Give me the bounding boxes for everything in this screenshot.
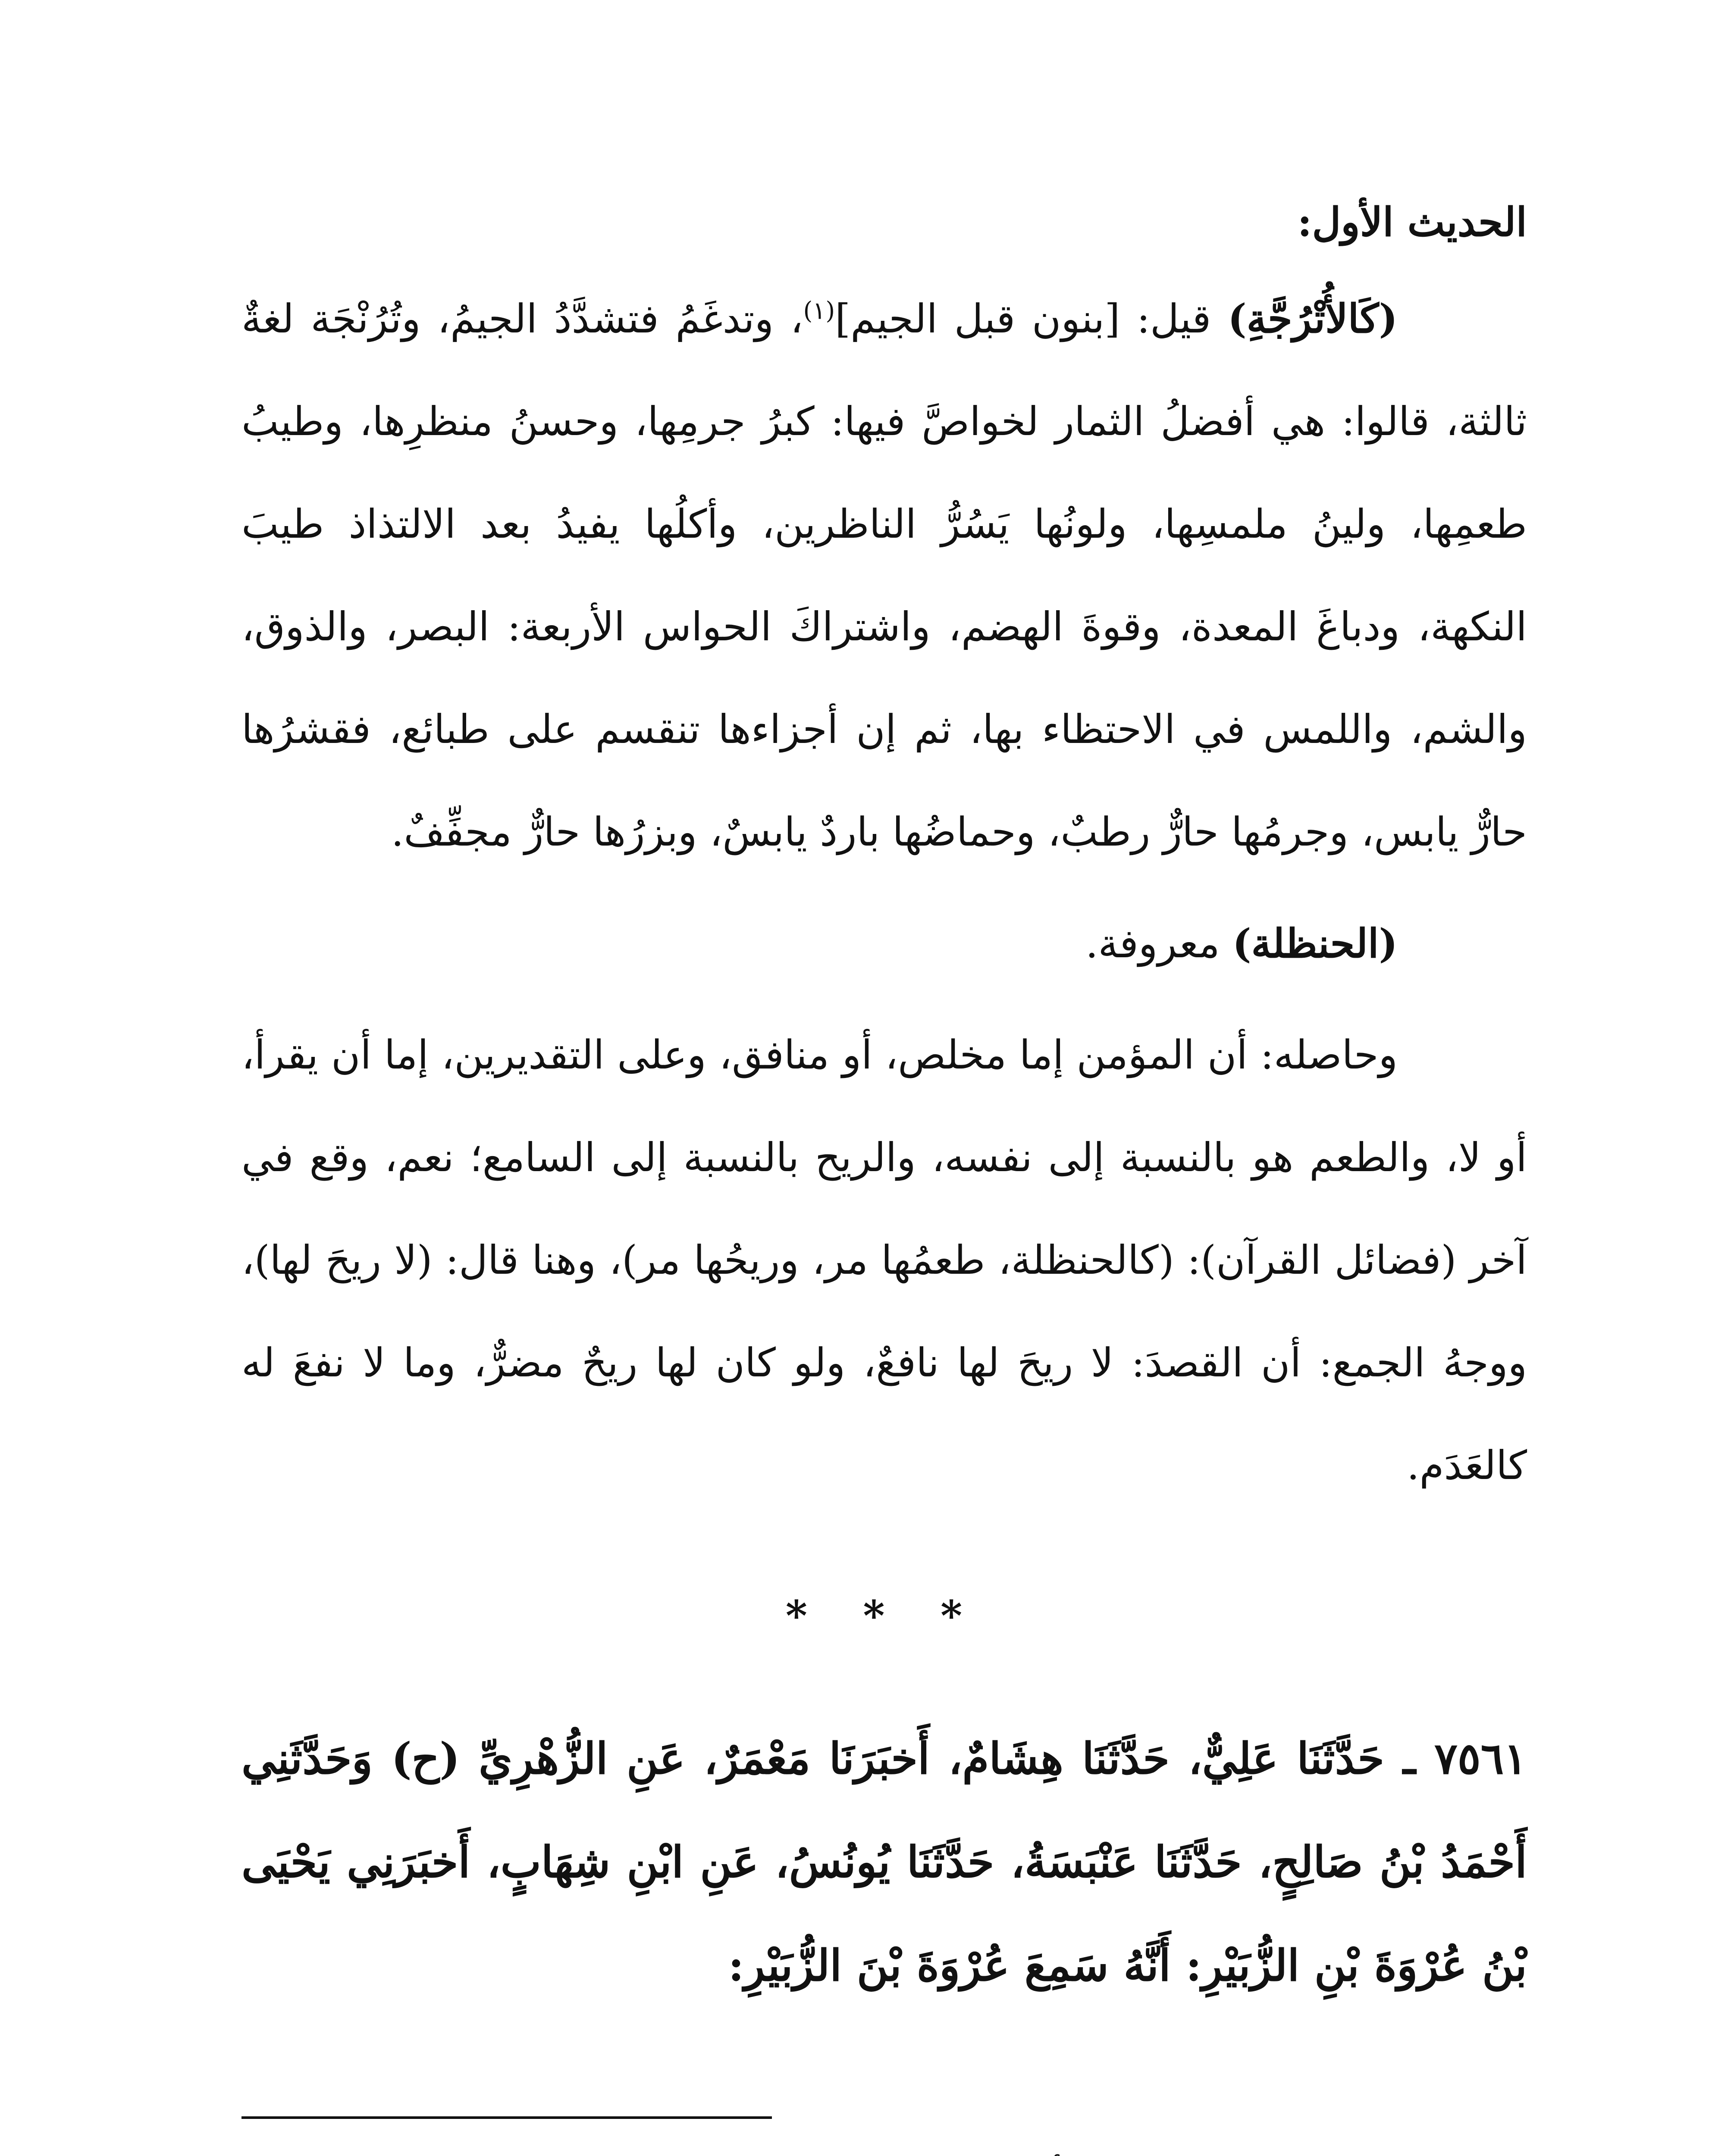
section-separator: * * * <box>785 1592 983 1640</box>
footnote-divider-wrap <box>241 2017 1527 2145</box>
paragraph-utrujja <box>241 267 1527 884</box>
paragraph-utrujja-text-2: ، وتدغَمُ فتشدَّدُ الجيمُ، وتُرُنْجَة لغةٌ ثالثة، قالوا: هي أفضلُ الثمار لخواصَّ فيها: كبرُ جرمِها، وحسنُ منظرِها، وطيبُ طعمِها، ولينُ ملمسِها، ولونُها يَسُرُّ الناظرين، وأكلُها يفيدُ بعد الالتذاذ طيبَ النكهة، ودباغَ المعدة، وقوةَ الهضم، واشتراكَ الحواس الأربعة: البصر، والذوق، والشم، واللمس في الاحتظاء بها، ثم إن أجزاءها تنقسم على طبائع، فقشرُها حارٌّ يابس، وجرمُها حارٌّ رطبٌ، وحماضُها باردٌ يابسٌ، وبزرُها حارٌّ مجفِّفٌ. <box>241 296 1527 855</box>
section-heading: الحديث الأول: <box>1297 199 1527 245</box>
hadith-text: ٧٥٦١ ـ حَدَّثَنَا عَلِيٌّ، حَدَّثَنَا هِشَامٌ، أَخبَرَنَا مَعْمَرٌ، عَنِ الزُّهْرِيِّ (ح) وَحَدَّثَنِي أَحْمَدُ بْنُ صَالِحٍ، حَدَّثَنَا عَنْبَسَةُ، حَدَّثَنَا يُونُسُ، عَنِ ابْنِ شِهَابٍ، أَخبَرَنِي يَحْيَى بْنُ عُرْوَةَ بْنِ الزُّبَيْرِ: أَنَّهُ سَمِعَ عُرْوَةَ بْنَ الزُّبَيْرِ: <box>241 1733 1527 1991</box>
footnote-reference: (١) <box>803 297 835 325</box>
footnote-divider <box>241 2116 772 2119</box>
footnote <box>241 2145 1527 2156</box>
paragraph-hanzala <box>241 892 1527 995</box>
term-hanzala: (الحنظلة) <box>1232 920 1398 967</box>
term-utrujja: (كَالأُتْرُجَّةِ) <box>1228 295 1398 342</box>
paragraph-hanzala-text: معروفة. <box>1085 921 1232 967</box>
paragraph-utrujja-text-1: قيل: [بنون قبل الجيم] <box>835 296 1228 342</box>
paragraph-summary: وحاصله: أن المؤمن إما مخلص، أو منافق، وعلى التقديرين، إما أن يقرأ، أو لا، والطعم هو بالنسبة إلى نفسه، والريح بالنسبة إلى السامع؛ نعم، وقع في آخر (فضائل القرآن): (كالحنظلة، طعمُها مر، وريحُها مر)، وهنا قال: (لا ريحَ لها)، ووجهُ الجمع: أن القصدَ: لا ريحَ لها نافعٌ، ولو كان لها ريحٌ مضرٌّ، وما لا نفعَ له كالعَدَم. <box>241 1032 1527 1489</box>
